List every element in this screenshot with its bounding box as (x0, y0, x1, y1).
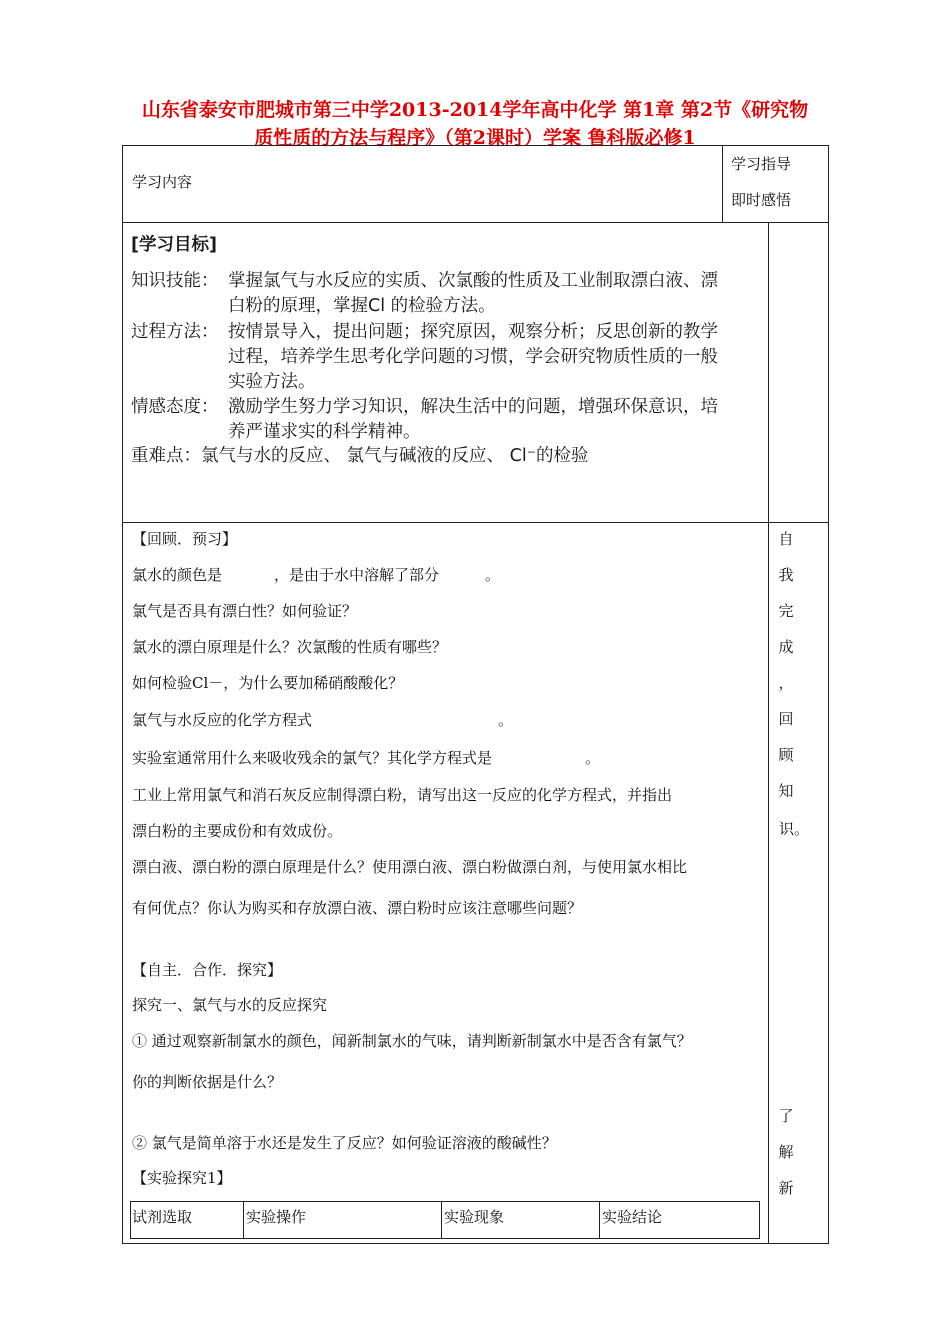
review-q8-line-2: 有何优点？你认为购买和存放漂白液、漂白粉时应该注意哪些问题？ (132, 899, 583, 917)
process-line-3: 实验方法。 (228, 372, 316, 392)
knowledge-label: 知识技能： (131, 271, 219, 291)
explore-heading: 【自主．合作．探究】 (132, 961, 283, 979)
key-points-line: 重难点：氯气与水的反应、 氯气与碱液的反应、 Cl⁻的检验 (131, 446, 589, 466)
document-title (80, 96, 870, 152)
review-q4: 如何检验Cl－，为什么要加稀硝酸酸化？ (132, 674, 404, 692)
emotion-line-1: 激励学生努力学习知识，解决生活中的问题，增强环保意识，培 (228, 397, 718, 417)
table-header-conclusion: 实验结论 (602, 1208, 663, 1226)
content-label: 学习内容 (132, 173, 193, 191)
side-note-char: 自 (778, 530, 794, 548)
review-q5 (132, 709, 513, 730)
title-line-1: 山东省泰安市肥城市第三中学2013-2014学年高中化学 第1章 第2节《研究物 (141, 99, 809, 121)
review-q1-part-a: 氯水的颜色是 (132, 566, 223, 584)
title-line-2: 质性质的方法与程序》（第2课时）学案 鲁科版必修1 (254, 127, 696, 149)
header-content-cell (122, 145, 723, 223)
review-q6 (132, 747, 600, 768)
knowledge-line-1: 掌握氯气与水反应的实质、次氯酸的性质及工业制取漂白液、漂 (228, 271, 718, 291)
explore-q2: ② 氯气是简单溶于水还是发生了反应？如何验证溶液的酸碱性？ (132, 1134, 557, 1152)
process-line-1: 按情景导入，提出问题；探究原因，观察分析；反思创新的教学 (228, 322, 718, 342)
explore-q1-line-1: ① 通过观察新制氯水的颜色，闻新制氯水的气味，请判断新制氯水中是否含有氯气？ (132, 1032, 692, 1050)
side-note-char: 解 (778, 1143, 794, 1161)
side-note-char: 识。 (779, 820, 810, 838)
review-q1-part-c: 。 (485, 566, 501, 584)
review-q8-line-1: 漂白液、漂白粉的漂白原理是什么？使用漂白液、漂白粉做漂白剂，与使用氯水相比 (132, 858, 688, 876)
side-note-char: 成 (778, 638, 794, 656)
side-note-char: 知 (778, 782, 794, 800)
guide-label: 学习指导 (731, 155, 792, 173)
experiment-heading: 【实验探究1】 (132, 1169, 232, 1187)
explore-subheading-1: 探究一、氯气与水的反应探究 (132, 996, 328, 1014)
review-q1 (132, 564, 500, 585)
side-note-char: ， (778, 674, 794, 692)
process-line-2: 过程，培养学生思考化学问题的习惯，学会研究物质性质的一般 (228, 347, 718, 367)
side-note-char: 了 (778, 1107, 794, 1125)
objectives-side-cell (768, 222, 829, 523)
review-q5-part-a: 氯气与水反应的化学方程式 (132, 711, 313, 729)
table-header-operation: 实验操作 (246, 1208, 307, 1226)
side-note-char: 回 (778, 710, 794, 728)
insight-label: 即时感悟 (731, 191, 792, 209)
knowledge-line-2: 白粉的原理，掌握Cl 的检验方法。 (228, 296, 496, 316)
review-q1-part-b: ，是由于水中溶解了部分 (274, 566, 440, 584)
side-note-char: 新 (778, 1179, 794, 1197)
emotion-label: 情感态度： (131, 397, 219, 417)
side-note-char: 完 (778, 602, 794, 620)
process-label: 过程方法： (131, 322, 219, 342)
review-q6-part-b: 。 (585, 749, 601, 767)
table-header-reagent: 试剂选取 (132, 1208, 193, 1226)
review-q2: 氯气是否具有漂白性？如何验证？ (132, 602, 358, 620)
review-heading: 【回顾．预习】 (132, 530, 238, 548)
review-q6-part-a: 实验室通常用什么来吸收残余的氯气？其化学方程式是 (132, 749, 493, 767)
side-note-char: 顾 (778, 746, 794, 764)
main-side-cell (768, 522, 829, 1244)
emotion-line-2: 养严谨求实的科学精神。 (228, 422, 421, 442)
objectives-heading: [学习目标] (131, 235, 217, 255)
review-q5-part-b: 。 (498, 711, 514, 729)
explore-q1-line-2: 你的判断依据是什么？ (132, 1073, 283, 1091)
review-q3: 氯水的漂白原理是什么？次氯酸的性质有哪些？ (132, 638, 448, 656)
table-header-phenomenon: 实验现象 (444, 1208, 505, 1226)
side-note-char: 我 (778, 566, 794, 584)
review-q7-line-1: 工业上常用氯气和消石灰反应制得漂白粉，请写出这一反应的化学方程式，并指出 (132, 786, 673, 804)
review-q7-line-2: 漂白粉的主要成份和有效成份。 (132, 822, 343, 840)
